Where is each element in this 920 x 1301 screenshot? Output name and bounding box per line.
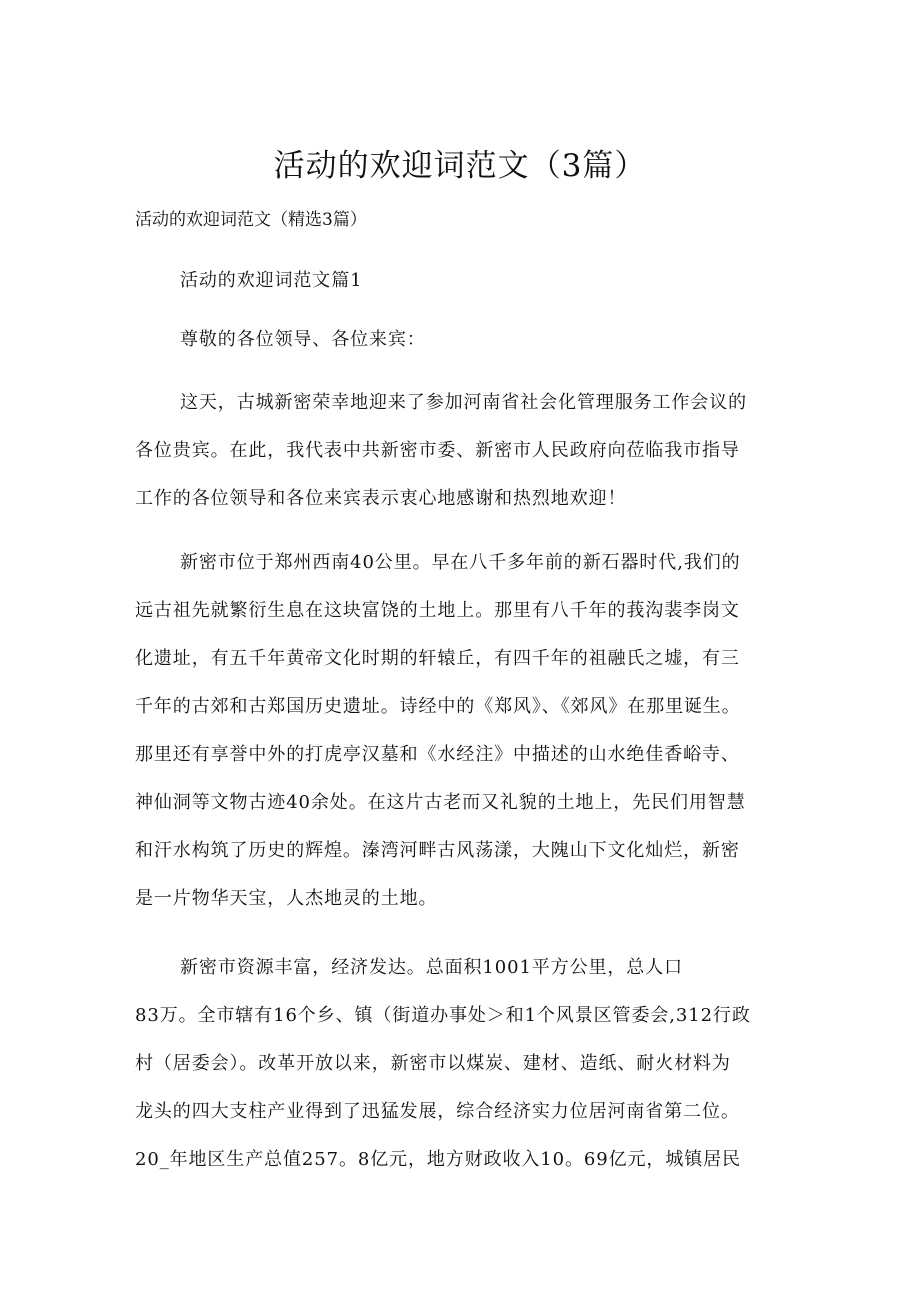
document-subtitle: 活动的欢迎词范文（精选3篇） xyxy=(135,210,367,230)
section-heading: 活动的欢迎词范文篇1 xyxy=(180,270,363,291)
paragraph-2-line: 千年的古郊和古郑国历史遗址。诗经中的《郑风》、《郊风》在那里诞生。 xyxy=(135,696,741,717)
paragraph-2-line: 化遗址，有五千年黄帝文化时期的轩辕丘，有四千年的祖融氏之墟，有三 xyxy=(135,648,740,669)
paragraph-3-line: 20_年地区生产总值257。8亿元，地方财政收入10。69亿元，城镇居民 xyxy=(135,1149,741,1170)
salutation: 尊敬的各位领导、各位来宾： xyxy=(180,329,426,350)
paragraph-3-line: 83万。全市辖有16个乡、镇（街道办事处＞和1个风景区管委会,312行政 xyxy=(135,1005,751,1026)
paragraph-3-line: 村（居委会）。改革开放以来，新密市以煤炭、建材、造纸、耐火材料为 xyxy=(135,1053,731,1074)
paragraph-1-line: 工作的各位领导和各位来宾表示衷心地感谢和热烈地欢迎！ xyxy=(135,488,627,509)
paragraph-3-line: 龙头的四大支柱产业得到了迅猛发展，综合经济实力位居河南省第二位。 xyxy=(135,1101,740,1122)
paragraph-2-line: 神仙洞等文物古迹40余处。在这片古老而又礼貌的土地上，先民们用智慧 xyxy=(135,792,746,813)
paragraph-2-line: 那里还有享誉中外的打虎亭汉墓和《水经注》中描述的山水绝佳香峪寺、 xyxy=(135,744,740,765)
paragraph-2-line: 是一片物华天宝，人杰地灵的土地。 xyxy=(135,888,438,909)
paragraph-1-line: 这天，古城新密荣幸地迎来了参加河南省社会化管理服务工作会议的 xyxy=(180,392,747,413)
paragraph-2-line: 新密市位于郑州西南40公里。早在八千多年前的新石器时代,我们的 xyxy=(180,552,741,573)
paragraph-2-line: 和汗水构筑了历史的辉煌。溱湾河畔古风荡漾，大隗山下文化灿烂，新密 xyxy=(135,840,740,861)
document-title: 活动的欢迎词范文（3篇） xyxy=(273,148,647,184)
paragraph-1-line: 各位贵宾。在此，我代表中共新密市委、新密市人民政府向莅临我市指导 xyxy=(135,440,740,461)
paragraph-2-line: 远古祖先就繁衍生息在这块富饶的土地上。那里有八千年的莪沟裴李岗文 xyxy=(135,600,740,621)
paragraph-3-line: 新密市资源丰富，经济发达。总面积1001平方公里，总人口 xyxy=(180,957,684,978)
